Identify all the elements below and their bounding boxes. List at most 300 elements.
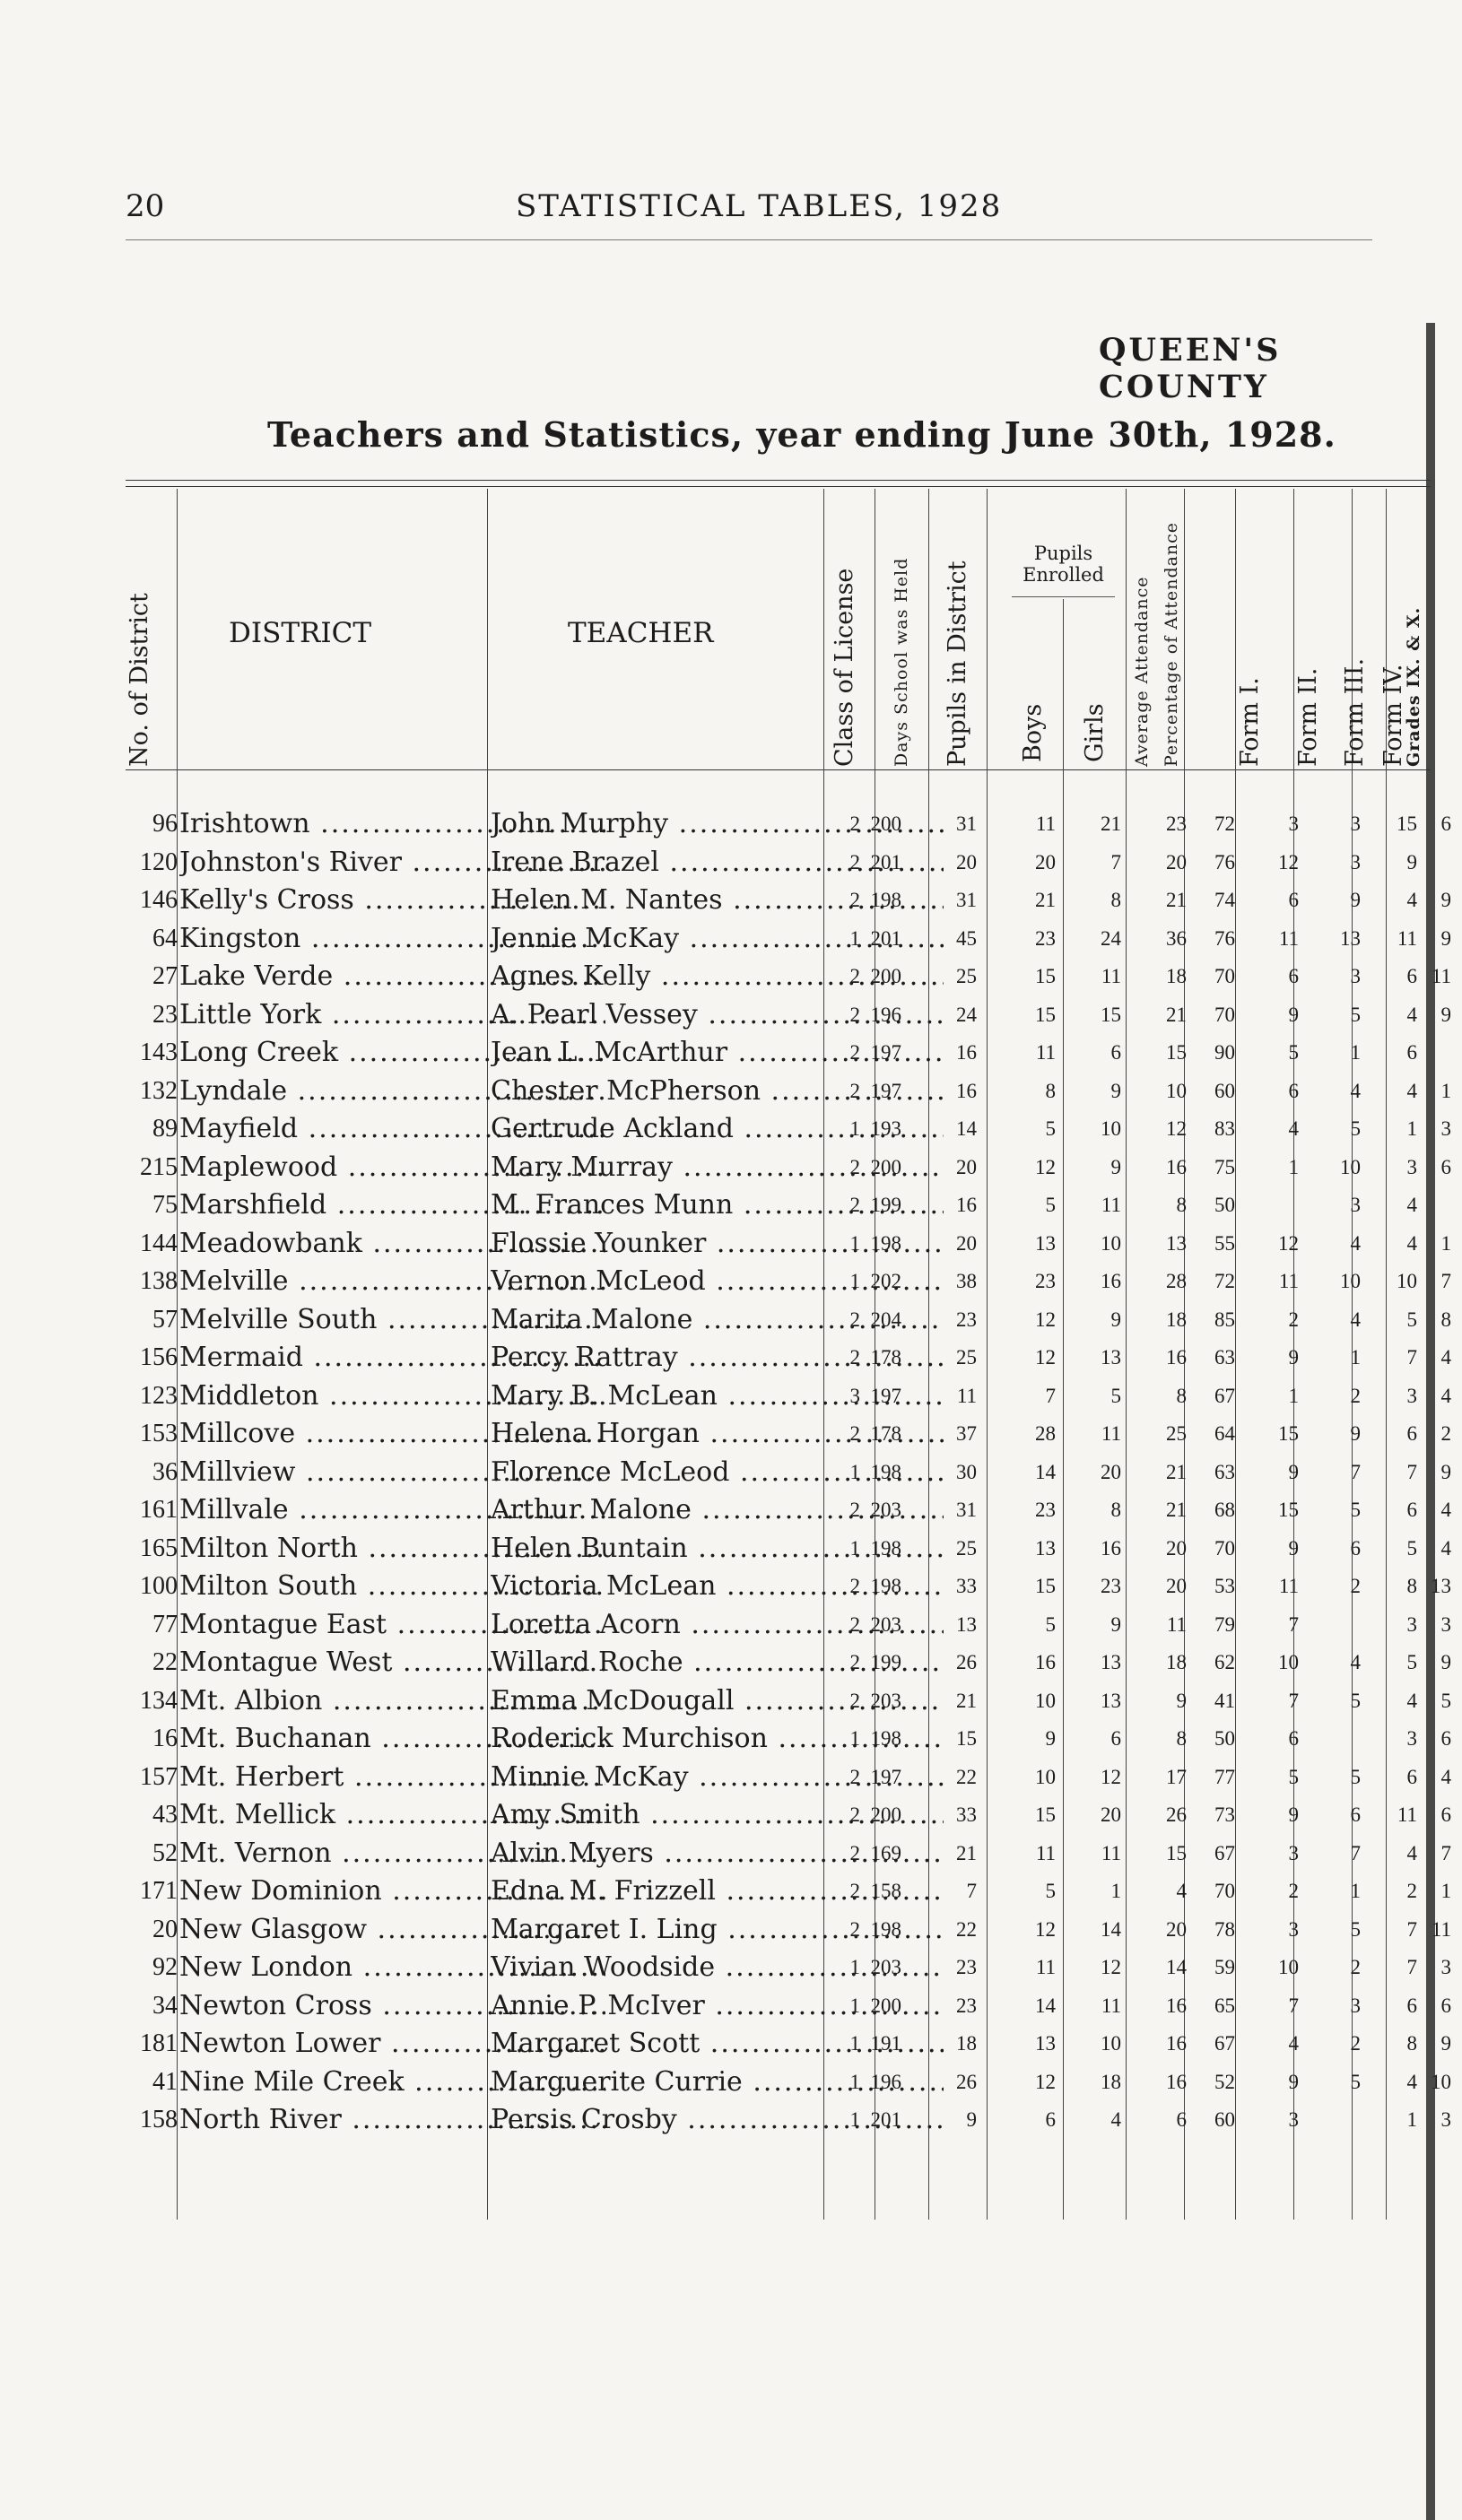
cell-f3: 4 [1406,1194,1417,1216]
cell-girls: 6 [1110,1041,1121,1064]
cell-pct: 83 [1214,1117,1235,1140]
cell-f4: 2 [1440,1422,1451,1445]
table-row [126,1305,1451,1344]
cell-boys: 5 [1045,1194,1056,1216]
cell-f1: 11 [1278,926,1299,950]
cell-class: 2 [849,1041,860,1064]
cell-f3: 7 [1406,1956,1417,1978]
cell-no: 41 [152,2067,178,2096]
table-row [126,1152,1451,1192]
cell-f3: 8 [1406,1575,1417,1597]
cell-girls: 20 [1101,1803,1121,1826]
cell-teacher: Irene Brazel ..... [491,848,944,877]
cell-no: 146 [140,886,178,914]
cell-f1: 11 [1278,1270,1299,1292]
cell-teacher: Helen M. Nantes ..... [491,886,944,915]
cell-f3: 4 [1406,1003,1417,1026]
cell-pupils: 18 [956,2032,977,2055]
cell-girls: 11 [1101,1994,1121,2017]
cell-f2: 3 [1350,812,1361,835]
cell-pct: 74 [1214,889,1235,911]
cell-class: 2 [849,1194,860,1216]
cell-girls: 9 [1110,1079,1121,1102]
cell-district: Montague West ..... [179,1648,605,1677]
cell-days: 198 [870,1727,901,1750]
cell-boys: 12 [1035,1308,1056,1331]
cell-f3: 6 [1406,1422,1417,1445]
cell-f4: 4 [1440,1384,1451,1407]
cell-f1: 9 [1288,1003,1299,1026]
cell-pupils: 31 [956,889,977,911]
cell-avg: 16 [1166,2070,1187,2093]
cell-class: 1 [849,1231,860,1255]
cell-district: Milton North ..... [179,1534,605,1563]
cell-girls: 6 [1110,1727,1121,1750]
cell-no: 120 [140,847,178,876]
cell-girls: 9 [1110,1308,1121,1331]
cell-no: 123 [140,1381,178,1410]
cell-avg: 26 [1166,1803,1187,1826]
cell-no: 143 [140,1038,178,1066]
cell-avg: 10 [1166,1079,1187,1102]
cell-pupils: 24 [956,1003,977,1026]
cell-days: 197 [870,1079,901,1102]
cell-no: 156 [140,1343,178,1371]
cell-boys: 11 [1035,1841,1056,1864]
table-row [126,1496,1451,1534]
cell-f2: 4 [1350,1308,1361,1331]
cell-pct: 70 [1214,1003,1235,1026]
cell-boys: 12 [1035,1155,1056,1178]
cell-no: 89 [152,1115,178,1143]
table-row [126,1229,1451,1268]
cell-no: 43 [152,1801,178,1829]
cell-girls: 16 [1101,1270,1121,1292]
cell-avg: 21 [1166,1499,1187,1521]
cell-days: 200 [870,1155,901,1178]
cell-no: 16 [152,1725,178,1752]
cell-district: Lyndale ..... [179,1077,605,1106]
cell-district: Irishtown ..... [179,810,605,839]
cell-class: 2 [849,1612,860,1636]
cell-pct: 72 [1214,812,1235,835]
cell-f4: 6 [1440,1155,1451,1178]
cell-no: 36 [152,1457,178,1486]
cell-pct: 63 [1214,1460,1235,1483]
cell-pupils: 33 [956,1803,977,1826]
cell-f3: 5 [1406,1651,1417,1673]
cell-no: 171 [140,1877,178,1905]
cell-pct: 59 [1214,1956,1235,1978]
cell-no: 181 [140,2029,178,2057]
cell-f3: 7 [1406,1460,1417,1483]
cell-no: 22 [152,1648,178,1676]
cell-f3: 6 [1406,1765,1417,1788]
cell-avg: 12 [1166,1117,1187,1140]
cell-girls: 20 [1101,1460,1121,1483]
cell-f1: 11 [1278,1575,1299,1597]
cell-girls: 13 [1101,1689,1121,1712]
cell-pupils: 22 [956,1765,977,1788]
cell-district: North River ..... [179,2106,605,2134]
cell-no: 27 [152,962,178,990]
cell-teacher: Alvin Myers ..... [491,1839,944,1868]
table-top-rule [126,480,1431,481]
cell-f3: 6 [1406,1994,1417,2017]
cell-f4: 9 [1440,1003,1451,1026]
cell-pupils: 26 [956,1651,977,1673]
cell-boys: 5 [1045,1880,1056,1902]
cell-district: Mermaid ..... [179,1343,605,1372]
cell-f4: 11 [1431,1917,1451,1941]
county-heading: QUEEN'S COUNTY [1099,332,1282,405]
cell-district: Long Creek ..... [179,1038,605,1067]
cell-class: 2 [849,812,860,835]
cell-boys: 13 [1035,2032,1056,2055]
table-body [126,810,1451,2144]
cell-avg: 6 [1176,2108,1187,2131]
cell-girls: 11 [1101,1194,1121,1216]
cell-teacher: Florence McLeod ..... [491,1458,944,1487]
cell-f2: 7 [1350,1841,1361,1864]
cell-f2: 5 [1350,1917,1361,1941]
cell-girls: 13 [1101,1346,1121,1369]
cell-pct: 60 [1214,1079,1235,1102]
cell-pupils: 30 [956,1460,977,1483]
cell-district: Newton Lower ..... [179,2029,605,2058]
cell-teacher: John Murphy ..... [491,810,944,839]
table-row [126,1801,1451,1839]
cell-avg: 16 [1166,1346,1187,1369]
cell-f4: 3 [1440,1117,1451,1140]
cell-class: 1 [849,1536,860,1560]
cell-f1: 10 [1278,1956,1299,1978]
cell-class: 1 [849,1117,860,1140]
cell-f1: 3 [1288,812,1299,835]
cell-f4: 4 [1440,1499,1451,1521]
cell-f2: 5 [1350,1765,1361,1788]
cell-avg: 11 [1166,1612,1187,1636]
table-title: Teachers and Statistics, year ending June 30th, 1928. [267,414,1336,455]
cell-girls: 13 [1101,1651,1121,1673]
cell-pupils: 31 [956,812,977,835]
cell-days: 200 [870,812,901,835]
running-head: STATISTICAL TABLES, 1928 [516,188,1003,224]
cell-teacher: Flossie Younker ..... [491,1230,944,1258]
cell-girls: 10 [1101,1231,1121,1255]
table-row [126,1686,1451,1725]
table-row [126,1915,1451,1954]
cell-avg: 16 [1166,1994,1187,2017]
cell-f2: 7 [1350,1460,1361,1483]
cell-avg: 16 [1166,1155,1187,1178]
cell-pct: 77 [1214,1765,1235,1788]
cell-f1: 7 [1288,1689,1299,1712]
cell-girls: 12 [1101,1956,1121,1978]
header-pupils: Pupils in District [944,560,971,767]
cell-pct: 78 [1214,1917,1235,1941]
cell-f1: 5 [1288,1765,1299,1788]
cell-days: 198 [870,1575,901,1597]
cell-f2: 4 [1350,1079,1361,1102]
header-f4: Form IV. [1379,664,1407,767]
cell-f2: 1 [1350,1880,1361,1902]
cell-avg: 8 [1176,1727,1187,1750]
cell-pupils: 21 [956,1841,977,1864]
cell-f3: 3 [1406,1727,1417,1750]
cell-f1: 7 [1288,1994,1299,2017]
header-rule [126,239,1372,240]
cell-days: 199 [870,1651,901,1673]
table-row [126,1648,1451,1687]
cell-f3: 5 [1406,1536,1417,1560]
cell-f3: 7 [1406,1917,1417,1941]
cell-f2: 4 [1350,1231,1361,1255]
cell-pupils: 22 [956,1917,977,1941]
table-top-rule-inner [126,486,1431,487]
cell-teacher: Vivian Woodside ..... [491,1953,944,1982]
header-no: No. of District [126,593,153,767]
cell-boys: 23 [1035,1270,1056,1292]
cell-class: 2 [849,850,860,873]
cell-f1: 2 [1288,1880,1299,1902]
cell-f1: 15 [1278,1499,1299,1521]
cell-boys: 6 [1045,2108,1056,2131]
cell-girls: 12 [1101,1765,1121,1788]
cell-no: 157 [140,1762,178,1791]
cell-days: 198 [870,1536,901,1560]
header-girls: Girls [1081,703,1109,762]
cell-f2: 5 [1350,1003,1361,1026]
cell-pupils: 37 [956,1422,977,1445]
cell-days: 198 [870,1231,901,1255]
cell-boys: 8 [1045,1079,1056,1102]
cell-pct: 90 [1214,1041,1235,1064]
cell-f3: 3 [1406,1612,1417,1636]
table-row [126,886,1451,925]
cell-teacher: Margaret I. Ling ..... [491,1916,944,1944]
cell-avg: 23 [1166,812,1187,835]
cell-f2: 2 [1350,1956,1361,1978]
cell-f2: 5 [1350,1689,1361,1712]
cell-f2: 1 [1350,1346,1361,1369]
cell-district: Montague East ..... [179,1611,605,1639]
cell-f2: 2 [1350,1575,1361,1597]
cell-pupils: 15 [956,1727,977,1750]
cell-class: 1 [849,926,860,950]
cell-f4: 9 [1440,926,1451,950]
cell-teacher: Helena Horgan ..... [491,1420,944,1448]
cell-pupils: 23 [956,1994,977,2017]
cell-f2: 4 [1350,1651,1361,1673]
cell-f3: 4 [1406,1841,1417,1864]
cell-district: Mt. Herbert ..... [179,1763,605,1792]
cell-teacher: Chester McPherson ..... [491,1077,944,1106]
cell-boys: 13 [1035,1536,1056,1560]
cell-days: 197 [870,1384,901,1407]
cell-no: 158 [140,2106,178,2133]
table-row [126,1420,1451,1458]
cell-teacher: Loretta Acorn ..... [491,1611,944,1639]
cell-district: Millview ..... [179,1458,605,1487]
cell-boys: 12 [1035,1346,1056,1369]
table-row [126,1725,1451,1763]
cell-f2: 2 [1350,2032,1361,2055]
cell-boys: 15 [1035,1575,1056,1597]
table-row [126,1038,1417,1077]
cell-pupils: 45 [956,926,977,950]
cell-pct: 70 [1214,1880,1235,1902]
cell-pct: 53 [1214,1575,1235,1597]
cell-avg: 9 [1176,1689,1187,1712]
cell-days: 203 [870,1956,901,1978]
cell-girls: 8 [1110,1499,1121,1521]
cell-pupils: 26 [956,2070,977,2093]
cell-f2: 3 [1350,850,1361,873]
cell-days: 204 [870,1308,901,1331]
cell-f4: 6 [1440,812,1451,835]
cell-district: Mayfield ..... [179,1115,605,1143]
cell-avg: 28 [1166,1270,1187,1292]
cell-f3: 3 [1406,1384,1417,1407]
cell-f2: 3 [1350,965,1361,987]
cell-district: Johnston's River ..... [179,848,605,877]
cell-class: 2 [849,1575,860,1597]
header-f1: Form I. [1236,677,1264,767]
cell-class: 1 [849,1994,860,2017]
cell-pupils: 38 [956,1270,977,1292]
cell-pct: 79 [1214,1612,1235,1636]
cell-teacher: Mary B. McLean ..... [491,1382,944,1411]
cell-district: Nine Mile Creek ..... [179,2068,605,2097]
cell-pct: 65 [1214,1994,1235,2017]
cell-class: 1 [849,2032,860,2055]
cell-f2: 1 [1350,1041,1361,1064]
cell-f4: 11 [1431,965,1451,987]
cell-pupils: 9 [966,2108,977,2131]
cell-f4: 3 [1440,1956,1451,1978]
cell-teacher: Arthur Malone ..... [491,1496,944,1525]
cell-f3: 1 [1406,1117,1417,1140]
cell-girls: 23 [1101,1575,1121,1597]
cell-f1: 15 [1278,1422,1299,1445]
cell-f1: 4 [1288,1117,1299,1140]
cell-class: 2 [849,1499,860,1521]
cell-avg: 21 [1166,1460,1187,1483]
cell-avg: 18 [1166,1651,1187,1673]
cell-pct: 62 [1214,1651,1235,1673]
cell-f4: 5 [1440,1689,1451,1712]
cell-f1: 1 [1288,1384,1299,1407]
cell-days: 201 [870,2108,901,2131]
cell-district: Mt. Buchanan ..... [179,1725,605,1753]
cell-avg: 20 [1166,850,1187,873]
cell-pupils: 33 [956,1575,977,1597]
cell-class: 2 [849,1803,860,1826]
cell-teacher: Helen Buntain ..... [491,1534,944,1563]
cell-f4: 6 [1440,1727,1451,1750]
cell-f2: 5 [1350,1499,1361,1521]
cell-f4: 8 [1440,1308,1451,1331]
table-row [126,1457,1451,1497]
cell-teacher: M. Frances Munn ..... [491,1191,944,1220]
cell-f1: 5 [1288,1041,1299,1064]
cell-pupils: 13 [956,1612,977,1636]
cell-teacher: Marguerite Currie ..... [491,2068,944,2097]
header-f3: Form III. [1341,657,1369,767]
cell-boys: 12 [1035,2070,1056,2093]
cell-f4: 4 [1440,1346,1451,1369]
cell-teacher: Margaret Scott ..... [491,2029,944,2058]
cell-avg: 15 [1166,1041,1187,1064]
cell-days: 203 [870,1612,901,1636]
header-days: Days School was Held [892,557,911,767]
cell-f1: 9 [1288,1536,1299,1560]
cell-f3: 3 [1406,1155,1417,1178]
cell-no: 77 [152,1610,178,1638]
cell-f1: 12 [1278,850,1299,873]
cell-class: 3 [849,1384,860,1407]
cell-district: Kingston ..... [179,925,605,953]
cell-pupils: 16 [956,1194,977,1216]
cell-class: 1 [849,1270,860,1292]
cell-f2: 6 [1350,1536,1361,1560]
cell-f4: 4 [1440,1536,1451,1560]
table-row [126,924,1451,963]
cell-avg: 14 [1166,1956,1187,1978]
cell-pupils: 25 [956,1536,977,1560]
cell-pct: 70 [1214,965,1235,987]
cell-f1: 3 [1288,2108,1299,2131]
cell-days: 191 [870,2032,901,2055]
header-district: DISTRICT [229,617,371,649]
cell-f4: 9 [1440,889,1451,911]
cell-class: 2 [849,1880,860,1902]
cell-class: 2 [849,1765,860,1788]
cell-girls: 5 [1110,1384,1121,1407]
cell-avg: 15 [1166,1841,1187,1864]
cell-boys: 23 [1035,926,1056,950]
cell-teacher: Roderick Murchison ..... [491,1725,944,1753]
cell-pct: 68 [1214,1499,1235,1521]
cell-boys: 14 [1035,1994,1056,2017]
cell-f1: 9 [1288,1346,1299,1369]
cell-girls: 4 [1110,2108,1121,2131]
cell-f4: 9 [1440,2032,1451,2055]
table-row [126,1762,1451,1802]
cell-no: 165 [140,1534,178,1562]
cell-no: 75 [152,1191,178,1219]
table-row [126,1343,1451,1382]
cell-boys: 11 [1035,1041,1056,1064]
cell-f1: 6 [1288,889,1299,911]
cell-pct: 85 [1214,1308,1235,1331]
cell-pupils: 11 [956,1384,977,1407]
cell-class: 2 [849,1422,860,1445]
table-row [126,1076,1451,1116]
cell-pupils: 23 [956,1308,977,1331]
cell-f1: 9 [1288,2070,1299,2093]
cell-district: Kelly's Cross ..... [179,886,605,915]
cell-boys: 15 [1035,965,1056,987]
cell-avg: 18 [1166,965,1187,987]
cell-teacher: Amy Smith ..... [491,1801,944,1829]
cell-pupils: 20 [956,1155,977,1178]
cell-district: New London ..... [179,1953,605,1982]
cell-no: 96 [152,810,178,838]
cell-days: 198 [870,1460,901,1483]
cell-f1: 9 [1288,1460,1299,1483]
